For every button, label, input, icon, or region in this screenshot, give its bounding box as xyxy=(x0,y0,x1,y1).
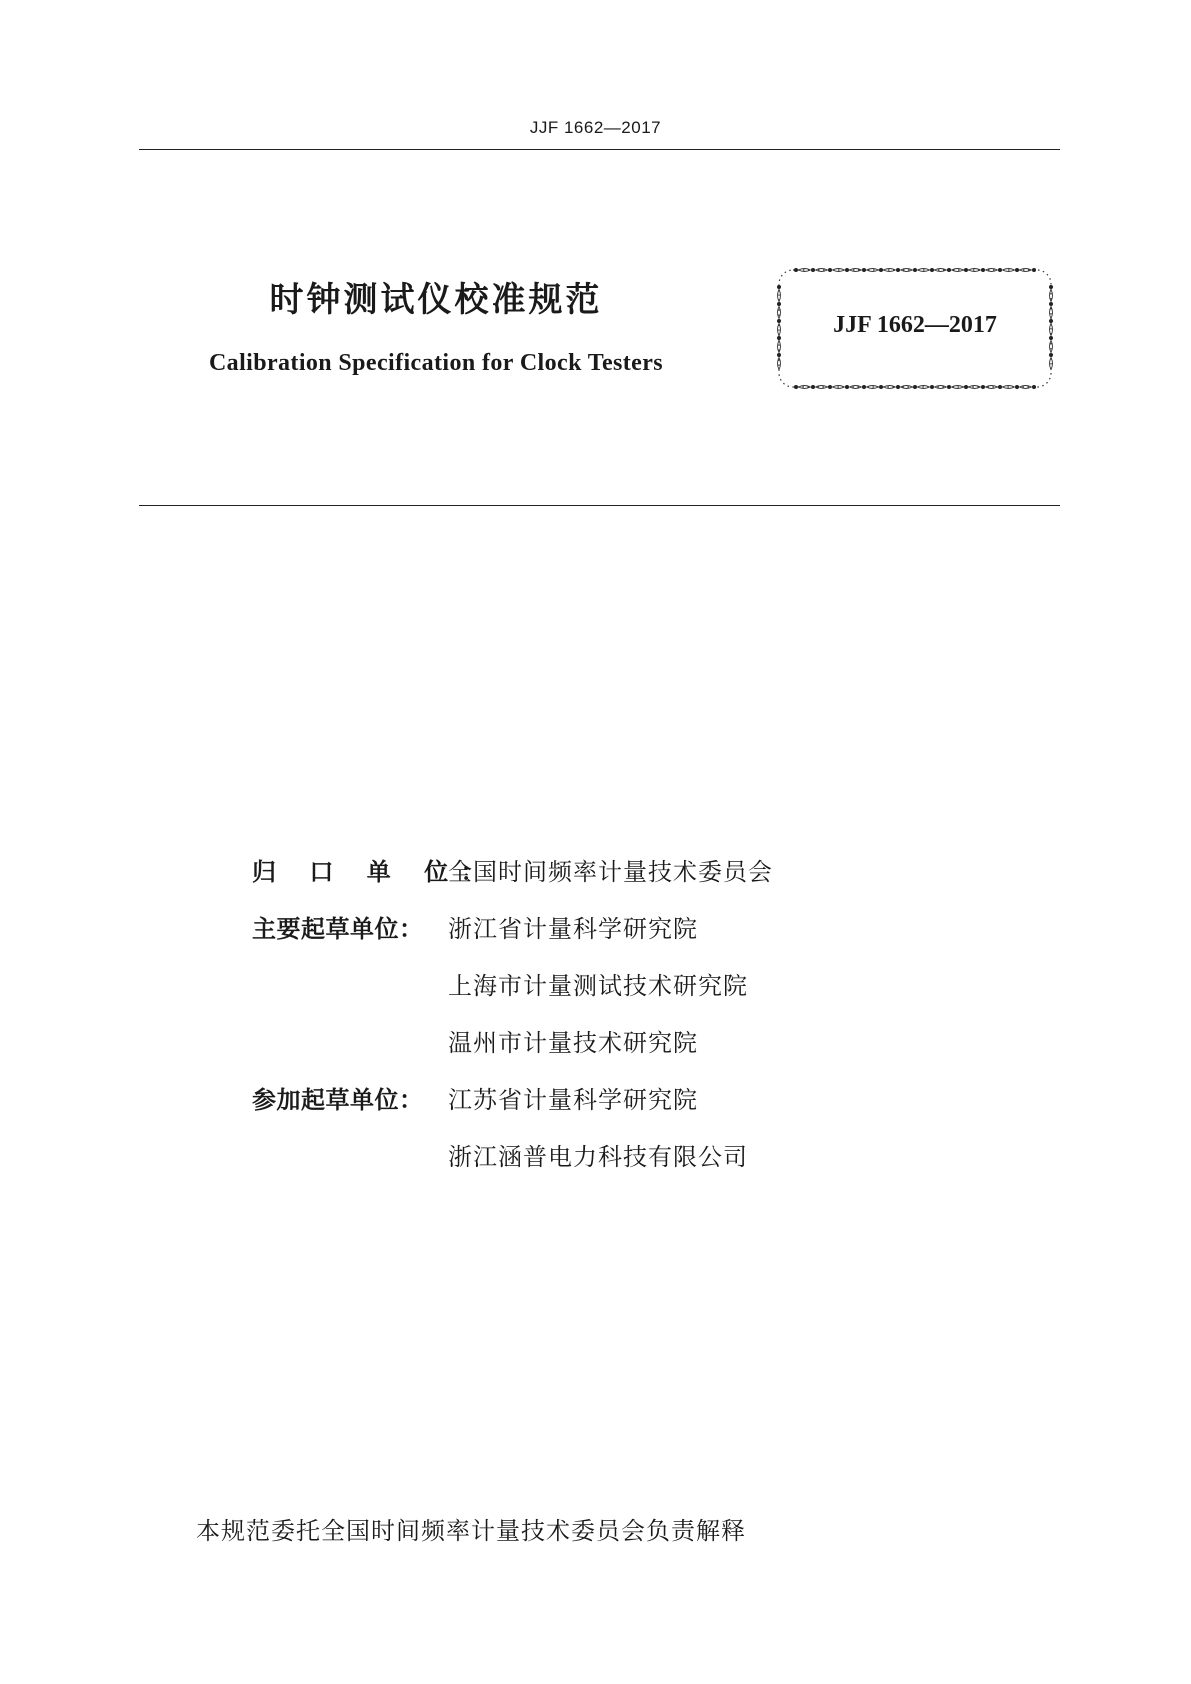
border-dot xyxy=(777,302,781,306)
list-item xyxy=(252,852,773,909)
border-dot xyxy=(794,268,798,272)
border-dot xyxy=(777,353,781,357)
border-dot xyxy=(1032,385,1036,389)
border-dot xyxy=(1049,353,1053,357)
border-dot xyxy=(879,268,883,272)
unit-value: 浙江涵普电力科技有限公司 xyxy=(448,1143,748,1171)
border-dot xyxy=(1049,285,1053,289)
border-dot xyxy=(794,385,798,389)
border-dot xyxy=(964,268,968,272)
border-dot xyxy=(1032,268,1036,272)
border-dot xyxy=(879,385,883,389)
border-diamond xyxy=(1020,386,1032,389)
header-standard-code: JJF 1662—2017 xyxy=(529,118,662,137)
border-dot xyxy=(981,268,985,272)
unit-label: 归 口 单 位： xyxy=(252,858,498,886)
border-dot xyxy=(913,385,917,389)
border-dot xyxy=(862,385,866,389)
border-dot xyxy=(896,268,900,272)
border-dot xyxy=(828,385,832,389)
border-dot xyxy=(1015,385,1019,389)
list-item xyxy=(252,966,773,1023)
border-dot xyxy=(828,268,832,272)
border-dot xyxy=(777,285,781,289)
border-diamond xyxy=(816,269,828,272)
border-diamond xyxy=(799,386,811,389)
list-item xyxy=(252,1080,773,1137)
border-diamond xyxy=(901,269,913,272)
border-dot xyxy=(862,268,866,272)
document-title-english: Calibration Specification for Clock Testers xyxy=(208,350,664,376)
unit-value: 江苏省计量科学研究院 xyxy=(448,1086,698,1114)
border-dot xyxy=(947,268,951,272)
list-item xyxy=(252,909,773,966)
border-diamond xyxy=(850,386,862,389)
border-dot xyxy=(1015,268,1019,272)
border-diamond xyxy=(935,269,947,272)
border-diamond xyxy=(1050,341,1053,353)
unit-value: 温州市计量技术研究院 xyxy=(448,1029,698,1057)
standard-code-frame xyxy=(776,267,1054,390)
unit-value: 全国时间频率计量技术委员会 xyxy=(448,858,773,886)
border-dot xyxy=(964,385,968,389)
border-dot xyxy=(811,268,815,272)
title-divider xyxy=(139,505,1060,506)
border-dot xyxy=(930,385,934,389)
border-dot xyxy=(998,385,1002,389)
border-diamond xyxy=(778,341,781,353)
border-diamond xyxy=(884,386,896,389)
list-item xyxy=(252,1137,773,1194)
document-title-chinese: 时钟测试仪校准规范 xyxy=(269,280,603,320)
interpretation-note: 本规范委托全国时间频率计量技术委员会负责解释 xyxy=(196,1517,746,1545)
unit-value: 浙江省计量科学研究院 xyxy=(448,915,698,943)
unit-value: 上海市计量测试技术研究院 xyxy=(448,972,748,1000)
border-dot xyxy=(998,268,1002,272)
header-divider xyxy=(139,149,1060,150)
border-diamond xyxy=(850,269,862,272)
unit-label: 参加起草单位： xyxy=(252,1086,424,1114)
border-dot xyxy=(845,385,849,389)
border-diamond xyxy=(935,386,947,389)
border-dot xyxy=(845,268,849,272)
border-diamond xyxy=(969,386,981,389)
drafting-units-list xyxy=(252,852,773,1194)
list-item xyxy=(252,1023,773,1080)
border-diamond xyxy=(986,269,998,272)
border-dot xyxy=(913,268,917,272)
border-dot xyxy=(947,385,951,389)
border-dot xyxy=(896,385,900,389)
border-diamond xyxy=(1020,269,1032,272)
border-diamond xyxy=(1050,290,1053,302)
border-dot xyxy=(811,385,815,389)
border-dot xyxy=(1049,302,1053,306)
border-dot xyxy=(930,268,934,272)
standard-code: JJF 1662—2017 xyxy=(833,312,997,338)
unit-label: 主要起草单位： xyxy=(252,915,424,943)
border-dot xyxy=(981,385,985,389)
